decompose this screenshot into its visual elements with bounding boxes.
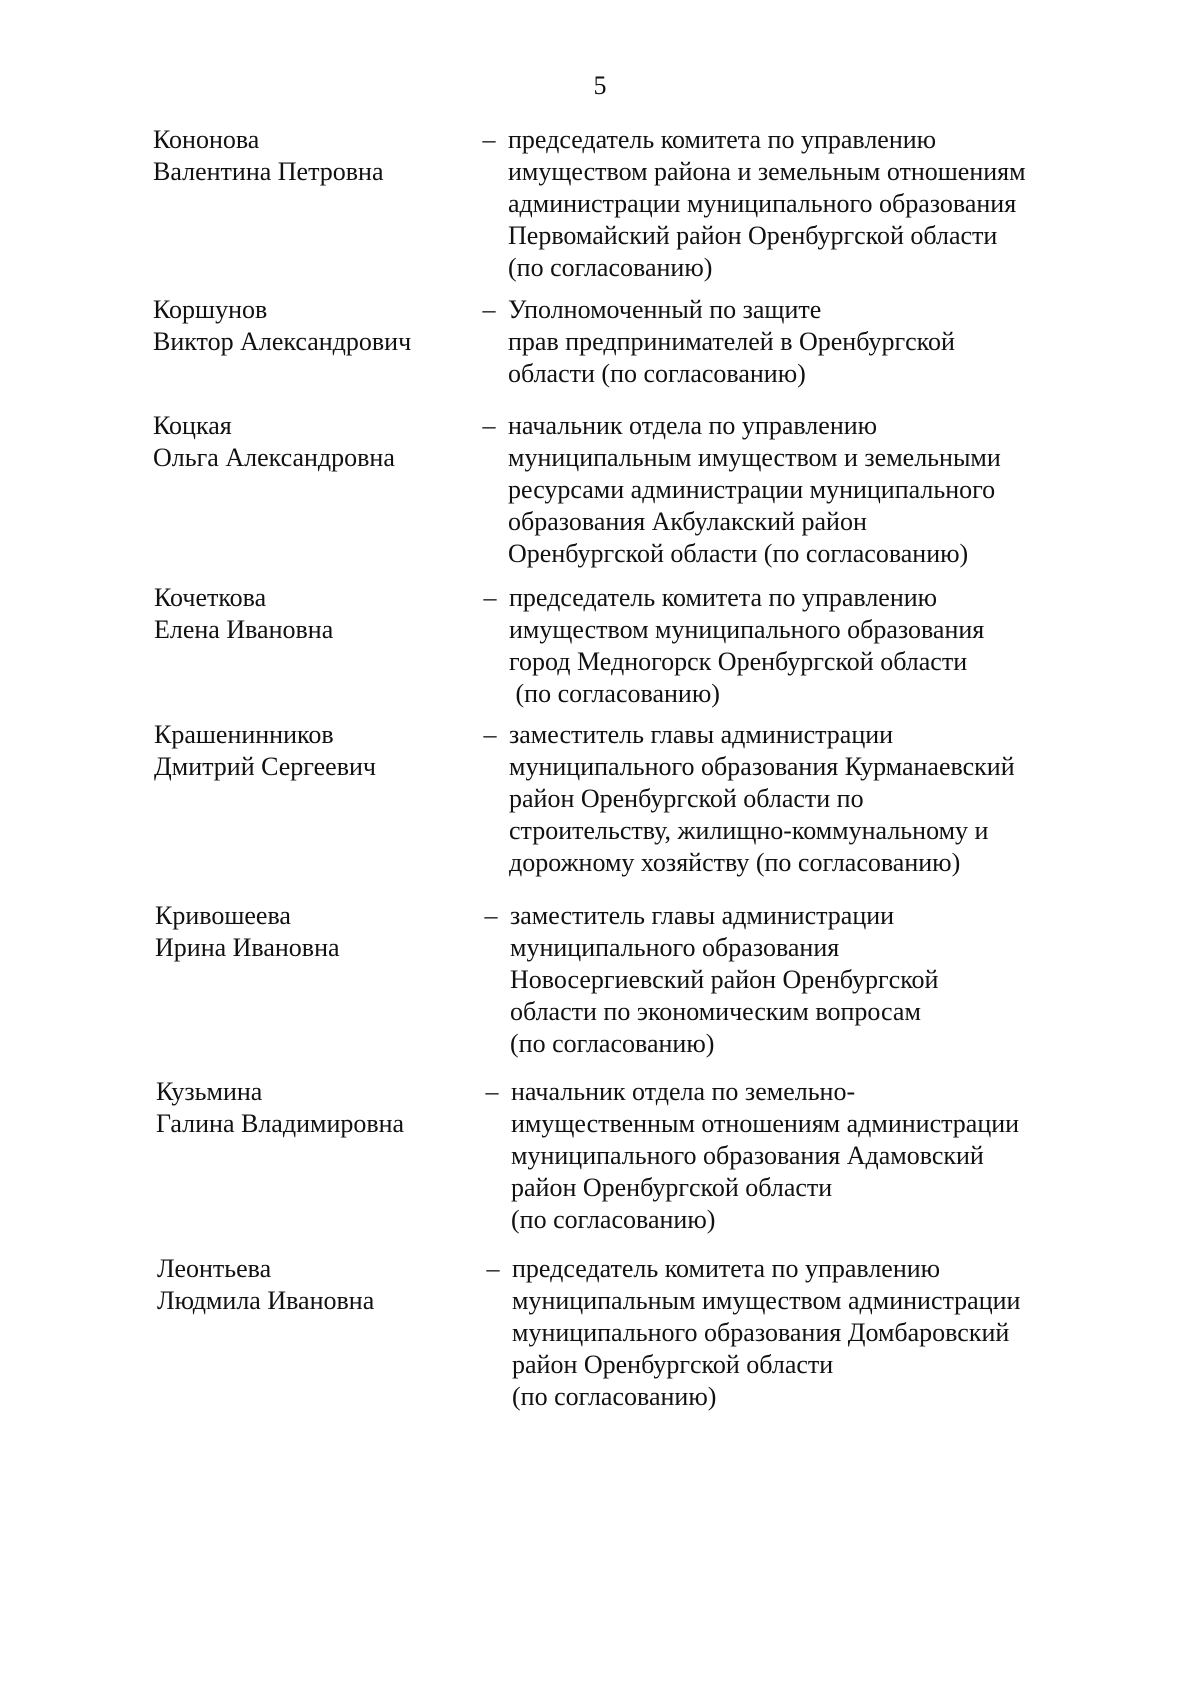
position-line: ресурсами администрации муниципального [508, 475, 996, 504]
member-given-names: Галина Владимировна [156, 1109, 405, 1138]
position-line: начальник отдела по земельно- [511, 1077, 856, 1106]
position-line: имущественным отношениям администрации [511, 1109, 1020, 1138]
position-line: район Оренбургской области [511, 1173, 833, 1202]
member-name [153, 124, 493, 188]
position-line: (по согласованию) [511, 1205, 716, 1234]
member-surname: Крашенинников [154, 720, 334, 749]
position-line: муниципального образования Домбаровский [512, 1318, 1010, 1347]
position-line: (по согласованию) [509, 679, 720, 708]
member-position [508, 410, 1068, 570]
position-line: муниципального образования Адамовский [511, 1141, 984, 1170]
dash-separator: – [483, 720, 497, 749]
position-line: (по согласованию) [512, 1382, 717, 1411]
position-line: муниципального образования [510, 933, 840, 962]
member-surname: Кривошеева [155, 901, 291, 930]
position-line: председатель комитета по управлению [512, 1254, 941, 1283]
member-surname: Коршунов [153, 295, 268, 324]
member-given-names: Валентина Петровна [153, 157, 384, 186]
member-surname: Кононова [153, 125, 260, 154]
position-line: строительству, жилищно-коммунальному и [509, 816, 989, 845]
member-surname: Кузьмина [156, 1077, 263, 1106]
position-line: Оренбургской области (по согласованию) [508, 539, 969, 568]
member-surname: Кочеткова [154, 583, 267, 612]
position-line: район Оренбургской области по [509, 784, 864, 813]
position-line: муниципального образования Курманаевский [509, 752, 1015, 781]
member-given-names: Ольга Александровна [153, 443, 395, 472]
dash-separator: – [485, 1077, 499, 1106]
position-line: председатель комитета по управлению [509, 583, 938, 612]
dash-separator: – [482, 411, 496, 440]
member-position [509, 719, 1069, 879]
position-line: имуществом муниципального образования [509, 615, 985, 644]
member-position [510, 900, 1070, 1060]
position-line: Первомайский район Оренбургской области [508, 221, 998, 250]
position-line: администрации муниципального образования [508, 189, 1017, 218]
position-line: (по согласованию) [510, 1029, 715, 1058]
dash-separator: – [482, 125, 496, 154]
member-surname: Леонтьева [157, 1254, 272, 1283]
position-line: Уполномоченный по защите [508, 295, 822, 324]
page-number: 5 [593, 71, 607, 100]
dash-separator: – [484, 901, 498, 930]
member-name [153, 294, 493, 358]
position-line: Новосергиевский район Оренбургской [510, 965, 939, 994]
position-line: прав предпринимателей в Оренбургской [508, 327, 955, 356]
position-line: имуществом района и земельным отношениям [508, 157, 1026, 186]
member-name [155, 900, 495, 964]
member-given-names: Дмитрий Сергеевич [154, 752, 376, 781]
position-line: начальник отдела по управлению [508, 411, 878, 440]
member-given-names: Елена Ивановна [154, 615, 334, 644]
member-position [509, 582, 1069, 710]
position-line: области по экономическим вопросам [510, 997, 921, 1026]
member-given-names: Ирина Ивановна [155, 933, 340, 962]
position-line: муниципальным имуществом администрации [512, 1286, 1021, 1315]
position-line: (по согласованию) [508, 253, 713, 282]
member-name [154, 582, 494, 646]
dash-separator: – [483, 583, 497, 612]
member-position [511, 1076, 1071, 1236]
member-position [508, 124, 1068, 284]
position-line: дорожному хозяйству (по согласованию) [509, 848, 961, 877]
member-surname: Коцкая [153, 411, 232, 440]
position-line: заместитель главы администрации [510, 901, 895, 930]
position-line: муниципальным имуществом и земельными [508, 443, 1001, 472]
position-line: образования Акбулакский район [508, 507, 867, 536]
position-line: области (по согласованию) [508, 359, 806, 388]
position-line: председатель комитета по управлению [508, 125, 937, 154]
position-line: город Медногорск Оренбургской области [509, 647, 968, 676]
member-given-names: Виктор Александрович [153, 327, 412, 356]
member-position [512, 1253, 1072, 1413]
dash-separator: – [486, 1254, 500, 1283]
dash-separator: – [482, 295, 496, 324]
member-name [156, 1076, 496, 1140]
member-name [157, 1253, 497, 1317]
position-line: район Оренбургской области [512, 1350, 834, 1379]
member-name [154, 719, 494, 783]
member-name [153, 410, 493, 474]
position-line: заместитель главы администрации [509, 720, 894, 749]
member-given-names: Людмила Ивановна [157, 1286, 375, 1315]
member-position [508, 294, 1068, 390]
